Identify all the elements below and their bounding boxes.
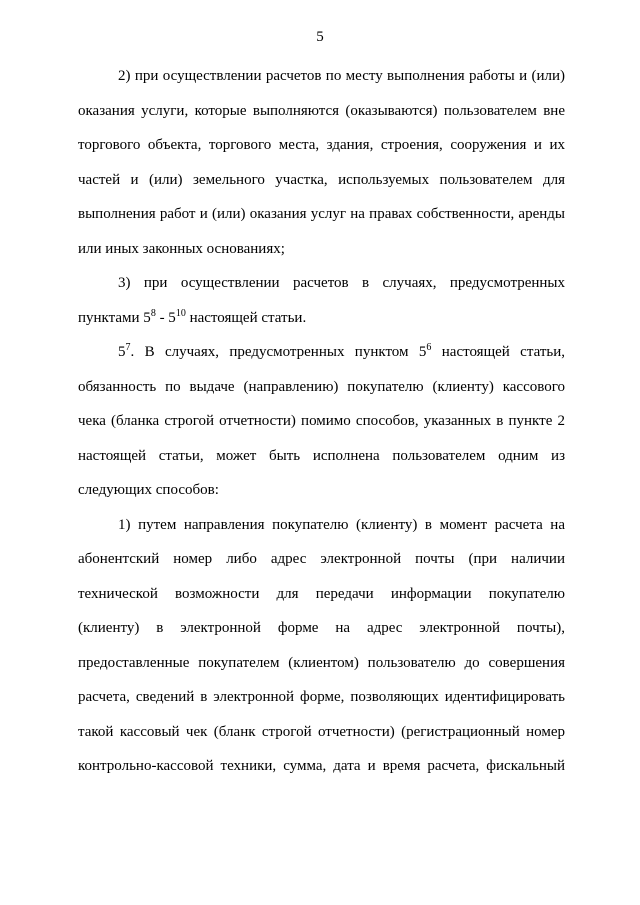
text-line: настоящей статьи, может быть исполнена пользователем одним из: [78, 447, 565, 464]
text-line: частей и (или) земельного участка, используемых пользователем для: [78, 171, 565, 188]
text-line: или иных законных основаниях;: [78, 240, 285, 257]
text-segment: пунктами 5: [78, 309, 151, 326]
paragraph-item-2: [78, 59, 565, 266]
text-line: абонентский номер либо адрес электронной почты (при наличии: [78, 551, 565, 567]
text-line: [78, 301, 565, 336]
text-segment: . В случаях, предусмотренных пунктом 5: [130, 344, 427, 360]
superscript: 7: [125, 342, 131, 353]
text-segment: настоящей статьи.: [185, 309, 307, 326]
text-line: 2) при осуществлении расчетов по месту выполнения работы и (или): [118, 68, 565, 84]
text-line: следующих способов:: [78, 482, 219, 498]
text-line: (клиенту) в электронной форме на адрес электронной почты),: [78, 620, 565, 636]
text-line: 3) при осуществлении расчетов в случаях, предусмотренных: [118, 275, 565, 291]
text-line: расчета, сведений в электронной форме, позволяющих идентифицировать: [78, 689, 565, 705]
document-body: [78, 59, 565, 784]
paragraph-item-3: [78, 266, 565, 335]
text-line: выполнения работ и (или) оказания услуг на правах собственности, аренды: [78, 206, 565, 222]
paragraph-item-1: [78, 508, 565, 784]
text-line: обязанность по выдаче (направлению) покупателю (клиенту) кассового: [78, 378, 565, 395]
superscript: 6: [426, 342, 432, 353]
text-line: контрольно-кассовой техники, сумма, дата и время расчета, фискальный: [78, 758, 565, 774]
text-line: [118, 335, 565, 370]
text-segment: - 5: [155, 309, 176, 326]
text-line: такой кассовый чек (бланк строгой отчетности) (регистрационный номер: [78, 723, 565, 740]
text-line: оказания услуги, которые выполняются (оказываются) пользователем вне: [78, 102, 565, 119]
superscript: 10: [175, 307, 186, 319]
text-line: торгового объекта, торгового места, здания, строения, сооружения и их: [78, 137, 565, 153]
text-segment: 5: [118, 344, 126, 360]
text-segment: настоящей статьи,: [431, 344, 566, 360]
text-line: чека (бланка строгой отчетности) помимо способов, указанных в пункте 2: [78, 413, 565, 429]
superscript: 8: [150, 307, 156, 319]
text-line: 1) путем направления покупателю (клиенту) в момент расчета на: [118, 516, 565, 533]
text-line: технической возможности для передачи информации покупателю: [78, 585, 565, 602]
text-line: предоставленные покупателем (клиентом) пользователю до совершения: [78, 654, 565, 671]
page-number: 5: [316, 29, 324, 45]
paragraph-point-5-7: [78, 335, 565, 508]
